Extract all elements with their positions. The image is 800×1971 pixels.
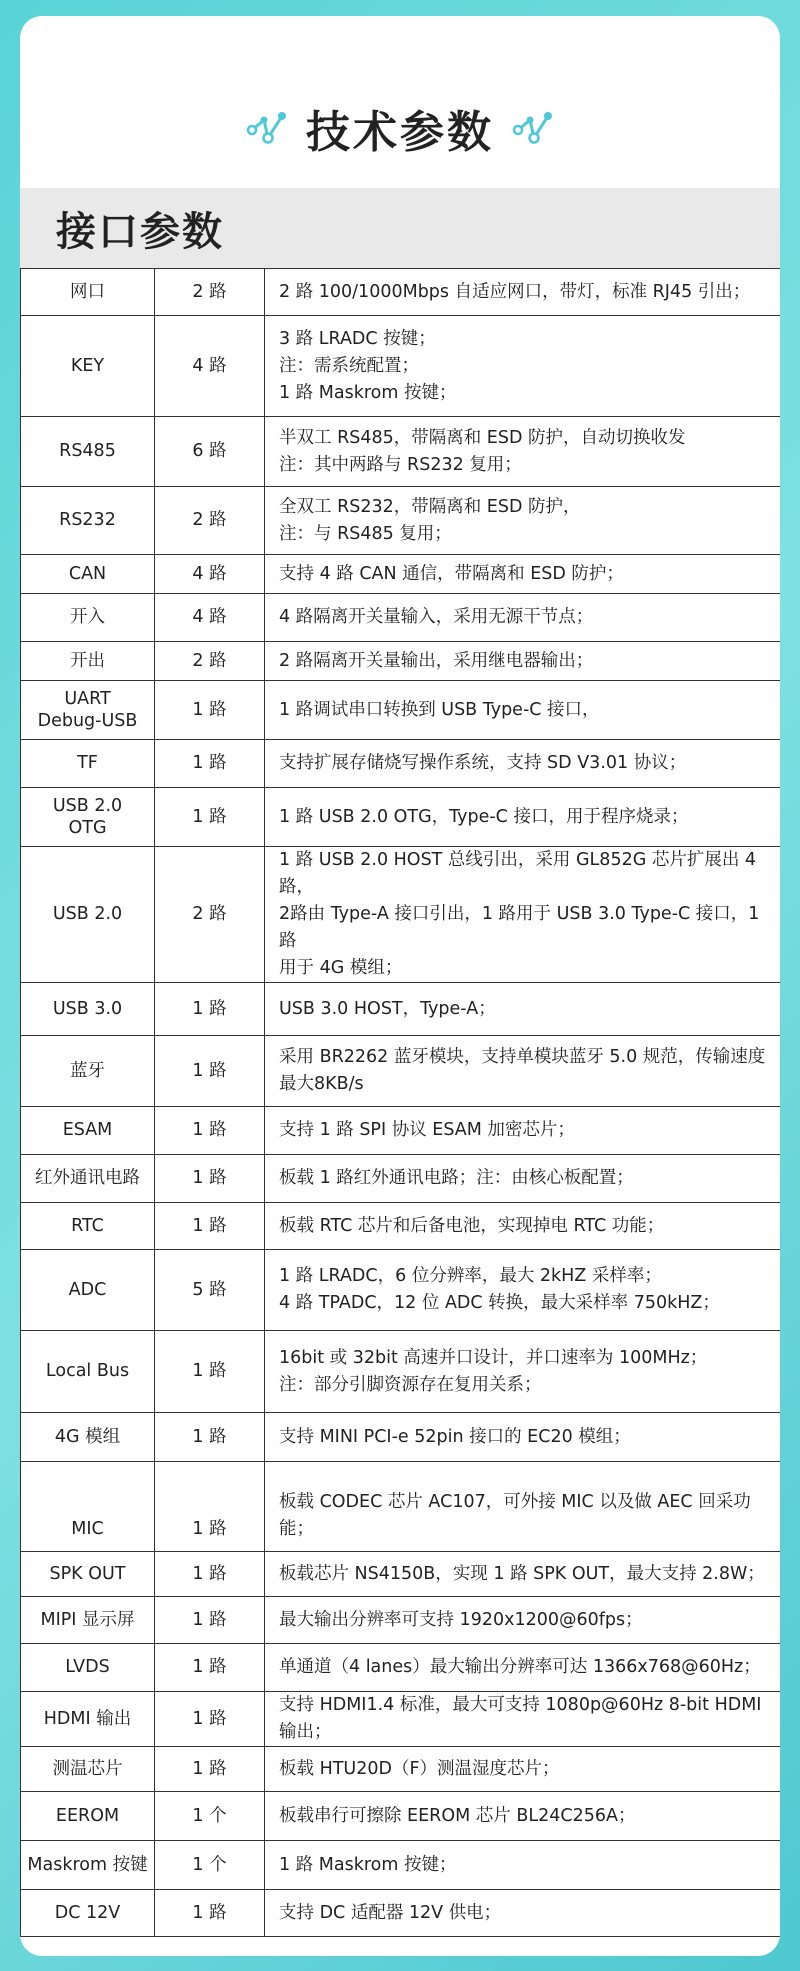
table-row — [21, 1155, 781, 1203]
interface-qty: 1 个 — [155, 1792, 265, 1841]
interface-desc: 支持 MINI PCI-e 52pin 接口的 EC20 模组； — [265, 1413, 781, 1462]
interface-name: EEROM — [21, 1792, 155, 1841]
interface-name: RS232 — [21, 487, 155, 555]
table-row — [21, 1203, 781, 1250]
interface-name: 蓝牙 — [21, 1036, 155, 1107]
interface-desc: 1 路调试串口转换到 USB Type-C 接口， — [265, 681, 781, 740]
interface-name: 开出 — [21, 642, 155, 681]
interface-qty: 1 路 — [155, 1155, 265, 1203]
interface-name: DC 12V — [21, 1890, 155, 1937]
interface-name: 4G 模组 — [21, 1413, 155, 1462]
table-row — [21, 555, 781, 594]
table-row — [21, 1250, 781, 1331]
interface-name: RS485 — [21, 417, 155, 487]
interface-desc: 2 路 100/1000Mbps 自适应网口，带灯，标准 RJ45 引出； — [265, 269, 781, 316]
interface-qty: 1 路 — [155, 681, 265, 740]
interface-desc: 1 路 USB 2.0 HOST 总线引出，采用 GL852G 芯片扩展出 4 路， 2路由 Type-A 接口引出，1 路用于 USB 3.0 Type-C 接口，1 路 用于 4G 模组； — [265, 847, 781, 983]
interface-name: HDMI 输出 — [21, 1692, 155, 1747]
interface-desc: 4 路隔离开关量输入，采用无源干节点； — [265, 594, 781, 642]
interface-desc: 1 路 LRADC，6 位分辨率，最大 2kHZ 采样率； 4 路 TPADC，12 位 ADC 转换，最大采样率 750kHZ； — [265, 1250, 781, 1331]
interface-qty: 1 路 — [155, 1552, 265, 1597]
interface-qty: 2 路 — [155, 487, 265, 555]
table-row — [21, 1413, 781, 1462]
table-row — [21, 487, 781, 555]
interface-desc: USB 3.0 HOST，Type-A； — [265, 983, 781, 1036]
molecule-icon-right — [510, 108, 556, 148]
interface-qty: 1 路 — [155, 788, 265, 847]
interface-name: 开入 — [21, 594, 155, 642]
table-row — [21, 1552, 781, 1597]
interface-name: KEY — [21, 316, 155, 417]
table-row — [21, 1841, 781, 1890]
section-header — [20, 188, 780, 268]
table-row — [21, 1462, 781, 1552]
interface-qty: 2 路 — [155, 642, 265, 681]
interface-desc: 板载 HTU20D（F）测温湿度芯片； — [265, 1747, 781, 1792]
interface-qty: 1 路 — [155, 740, 265, 788]
interface-qty: 2 路 — [155, 847, 265, 983]
table-row — [21, 1597, 781, 1644]
interface-name: Maskrom 按键 — [21, 1841, 155, 1890]
interface-name: Local Bus — [21, 1331, 155, 1413]
interface-desc: 支持扩展存储烧写操作系统，支持 SD V3.01 协议； — [265, 740, 781, 788]
table-row — [21, 1792, 781, 1841]
interface-name: MIPI 显示屏 — [21, 1597, 155, 1644]
section-title: 接口参数 — [56, 208, 224, 255]
interface-desc: 半双工 RS485，带隔离和 ESD 防护，自动切换收发 注：其中两路与 RS232 复用； — [265, 417, 781, 487]
interface-name: CAN — [21, 555, 155, 594]
table-row — [21, 1692, 781, 1747]
interface-qty: 1 路 — [155, 1462, 265, 1552]
interface-qty: 1 路 — [155, 983, 265, 1036]
interface-desc: 板载 CODEC 芯片 AC107，可外接 MIC 以及做 AEC 回采功能； — [265, 1462, 781, 1552]
interface-spec-table — [20, 268, 780, 1937]
interface-desc: 3 路 LRADC 按键； 注：需系统配置； 1 路 Maskrom 按键； — [265, 316, 781, 417]
table-row — [21, 1890, 781, 1937]
interface-name: USB 2.0 OTG — [21, 788, 155, 847]
interface-name: ADC — [21, 1250, 155, 1331]
interface-name: USB 3.0 — [21, 983, 155, 1036]
interface-qty: 1 路 — [155, 1644, 265, 1692]
table-row — [21, 1331, 781, 1413]
interface-desc: 支持 4 路 CAN 通信，带隔离和 ESD 防护； — [265, 555, 781, 594]
interface-name: SPK OUT — [21, 1552, 155, 1597]
interface-qty: 2 路 — [155, 269, 265, 316]
interface-name: 网口 — [21, 269, 155, 316]
interface-qty: 1 路 — [155, 1413, 265, 1462]
table-row — [21, 681, 781, 740]
interface-qty: 1 路 — [155, 1036, 265, 1107]
table-row — [21, 983, 781, 1036]
table-row — [21, 847, 781, 983]
table-row — [21, 269, 781, 316]
interface-name: RTC — [21, 1203, 155, 1250]
interface-desc: 1 路 Maskrom 按键； — [265, 1841, 781, 1890]
table-row — [21, 594, 781, 642]
interface-desc: 板载芯片 NS4150B，实现 1 路 SPK OUT，最大支持 2.8W； — [265, 1552, 781, 1597]
interface-name: USB 2.0 — [21, 847, 155, 983]
interface-desc: 采用 BR2262 蓝牙模块，支持单模块蓝牙 5.0 规范，传输速度 最大8KB/s — [265, 1036, 781, 1107]
interface-qty: 5 路 — [155, 1250, 265, 1331]
table-row — [21, 1107, 781, 1155]
interface-desc: 板载 RTC 芯片和后备电池，实现掉电 RTC 功能； — [265, 1203, 781, 1250]
interface-desc: 支持 1 路 SPI 协议 ESAM 加密芯片； — [265, 1107, 781, 1155]
interface-desc: 1 路 USB 2.0 OTG，Type-C 接口，用于程序烧录； — [265, 788, 781, 847]
interface-name: TF — [21, 740, 155, 788]
interface-name: UART Debug-USB — [21, 681, 155, 740]
table-row — [21, 1747, 781, 1792]
interface-desc: 支持 DC 适配器 12V 供电； — [265, 1890, 781, 1937]
table-row — [21, 316, 781, 417]
interface-name: ESAM — [21, 1107, 155, 1155]
interface-qty: 4 路 — [155, 594, 265, 642]
interface-qty: 4 路 — [155, 316, 265, 417]
interface-desc: 板载 1 路红外通讯电路；注：由核心板配置； — [265, 1155, 781, 1203]
interface-desc: 全双工 RS232，带隔离和 ESD 防护， 注：与 RS485 复用； — [265, 487, 781, 555]
interface-qty: 6 路 — [155, 417, 265, 487]
interface-qty: 1 路 — [155, 1747, 265, 1792]
table-row — [21, 417, 781, 487]
interface-qty: 1 路 — [155, 1203, 265, 1250]
table-row — [21, 642, 781, 681]
spec-card — [20, 16, 780, 1956]
interface-qty: 4 路 — [155, 555, 265, 594]
interface-desc: 单通道（4 lanes）最大输出分辨率可达 1366x768@60Hz； — [265, 1644, 781, 1692]
interface-qty: 1 路 — [155, 1597, 265, 1644]
interface-qty: 1 路 — [155, 1890, 265, 1937]
interface-desc: 板载串行可擦除 EEROM 芯片 BL24C256A； — [265, 1792, 781, 1841]
interface-name: 测温芯片 — [21, 1747, 155, 1792]
interface-name: LVDS — [21, 1644, 155, 1692]
interface-desc: 支持 HDMI1.4 标准，最大可支持 1080p@60Hz 8-bit HDMI 输出； — [265, 1692, 781, 1747]
title-row — [20, 88, 780, 168]
interface-qty: 1 路 — [155, 1331, 265, 1413]
interface-qty: 1 路 — [155, 1107, 265, 1155]
page-title: 技术参数 — [306, 107, 494, 158]
interface-name: MIC — [21, 1462, 155, 1552]
interface-desc: 2 路隔离开关量输出，采用继电器输出； — [265, 642, 781, 681]
interface-qty: 1 路 — [155, 1692, 265, 1747]
interface-qty: 1 个 — [155, 1841, 265, 1890]
molecule-icon-left — [244, 108, 290, 148]
interface-name: 红外通讯电路 — [21, 1155, 155, 1203]
interface-desc: 最大输出分辨率可支持 1920x1200@60fps； — [265, 1597, 781, 1644]
table-row — [21, 788, 781, 847]
table-row — [21, 1036, 781, 1107]
table-row — [21, 740, 781, 788]
table-row — [21, 1644, 781, 1692]
interface-desc: 16bit 或 32bit 高速并口设计，并口速率为 100MHz； 注：部分引脚资源存在复用关系； — [265, 1331, 781, 1413]
